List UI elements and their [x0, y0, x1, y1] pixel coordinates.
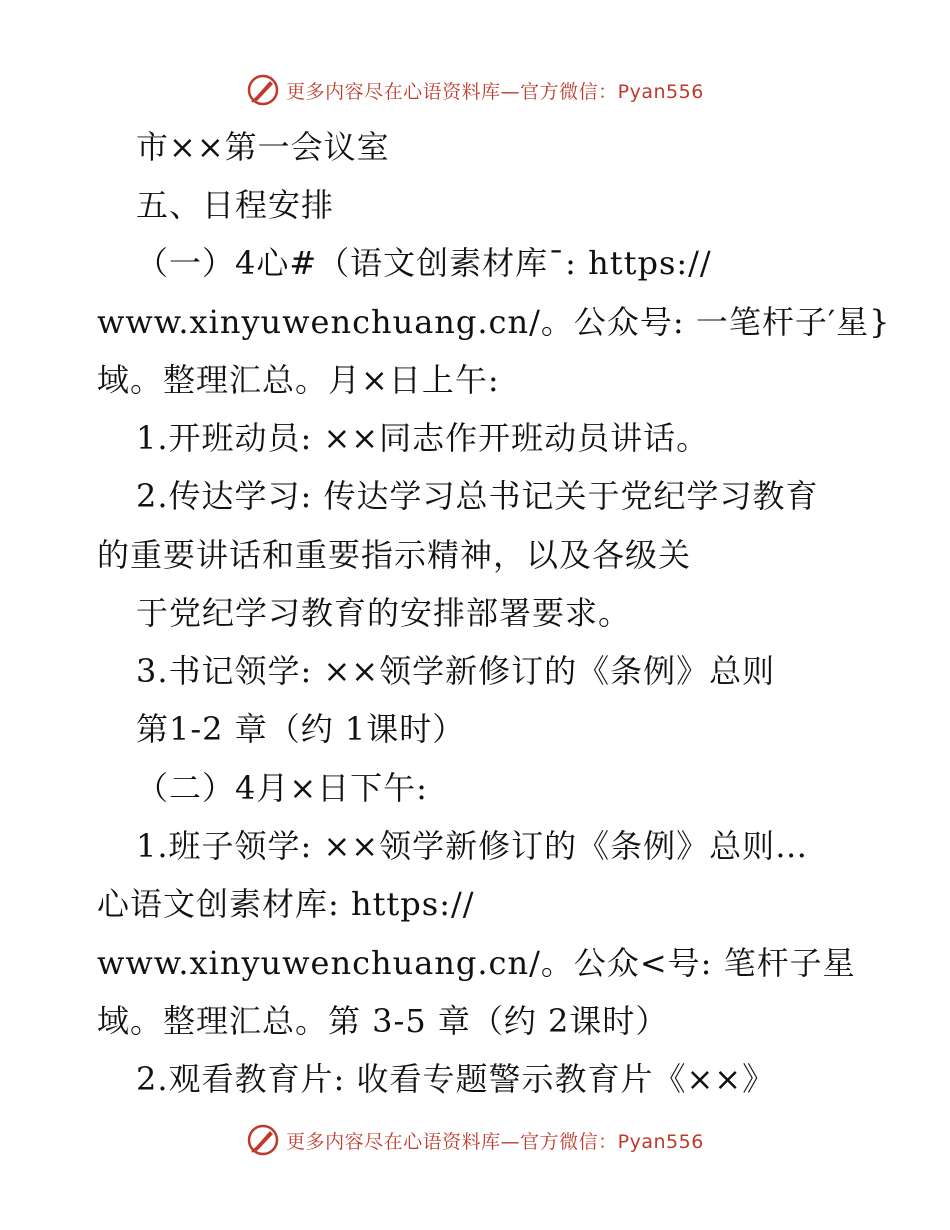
subsection-heading: （二）4月×日下午: [136, 769, 428, 807]
text-line: 心语文创素材库: https:// [97, 885, 475, 923]
text-line: 域。整理汇总。月×日上午: [97, 361, 500, 399]
text-line: 市××第一会议室 [136, 128, 390, 166]
list-item: 3.书记领学: ××领学新修订的《条例》总则 [136, 652, 776, 690]
subsection-heading: （一）4心#（语文创素材库¯: https:// [136, 244, 712, 282]
text-line: 第1-2 章（约 1课时） [136, 710, 466, 748]
watermark-footer [0, 1120, 950, 1160]
watermark-header [0, 70, 950, 110]
list-item: 1.开班动员: ××同志作开班动员讲话。 [136, 419, 710, 457]
section-heading: 五、日程安排 [136, 186, 335, 224]
list-item: 2.传达学习: 传达学习总书记关于党纪学习教育 [136, 477, 819, 515]
feather-pen-in-circle-icon [246, 1123, 280, 1157]
feather-pen-in-circle-icon [246, 73, 280, 107]
list-item: 2.观看教育片: 收看专题警示教育片《××》 [136, 1060, 776, 1098]
text-line: www.xinyuwenchuang.cn/。公众号: 一笔杆子′星} [97, 303, 891, 341]
text-line: www.xinyuwenchuang.cn/。公众<号: 笔杆子星 [97, 944, 856, 982]
text-line: 域。整理汇总。第 3-5 章（约 2课时） [97, 1002, 669, 1040]
list-item: 1.班子领学: ××领学新修订的《条例》总则… [136, 827, 809, 865]
text-line: 的重要讲话和重要指示精神，以及各级关 [97, 536, 692, 574]
text-line: 于党纪学习教育的安排部署要求。 [136, 594, 632, 632]
watermark-text: 更多内容尽在心语资料库—官方微信：Pyan556 [286, 1130, 704, 1153]
watermark-text: 更多内容尽在心语资料库—官方微信：Pyan556 [286, 80, 704, 103]
